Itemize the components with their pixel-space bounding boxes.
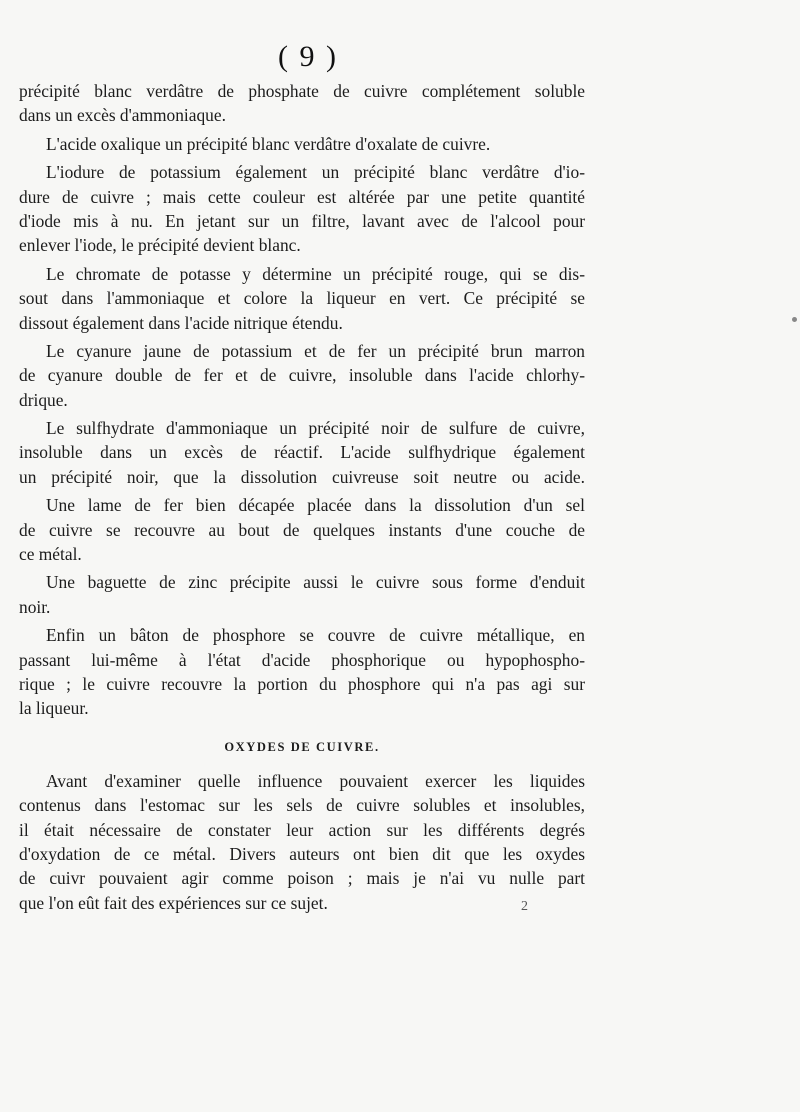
signature-mark: 2 bbox=[521, 899, 528, 914]
text-line: dans un excès d'ammoniaque. bbox=[19, 105, 226, 126]
section-heading: OXYDES DE CUIVRE. bbox=[224, 739, 380, 754]
text-line: d'oxydation de ce métal. Divers auteurs ont bien dit que les oxydes bbox=[19, 843, 585, 864]
text-line: Le chromate de potasse y détermine un précipité rouge, qui se dis- bbox=[46, 263, 585, 284]
text-line: la liqueur. bbox=[19, 698, 89, 719]
text-line: précipité blanc verdâtre de phosphate de cuivre complétement soluble bbox=[19, 81, 585, 101]
text-line: que l'on eût fait des expériences sur ce sujet. bbox=[19, 892, 328, 913]
text-line: noir. bbox=[19, 596, 51, 617]
text-line: contenus dans l'estomac sur les sels de cuivre solubles et insolubles, bbox=[19, 795, 585, 816]
text-line: L'acide oxalique un précipité blanc verdâtre d'oxalate de cuivre. bbox=[46, 133, 491, 154]
text-line: Une baguette de zinc précipite aussi le cuivre sous forme d'enduit bbox=[46, 572, 585, 593]
paragraph-block-oxides bbox=[19, 769, 585, 915]
text-line: sout dans l'ammoniaque et colore la liqueur en vert. Ce précipité se bbox=[19, 288, 585, 309]
text-line: rique ; le cuivre recouvre la portion du phosphore qui n'a pas agi sur bbox=[19, 673, 585, 694]
text-line: ce métal. bbox=[19, 544, 82, 565]
text-line: Avant d'examiner quelle influence pouvaient exercer les liquides bbox=[46, 770, 585, 791]
text-line: drique. bbox=[19, 389, 68, 410]
text-line: Le sulfhydrate d'ammoniaque un précipité noir de sulfure de cuivre, bbox=[46, 418, 585, 439]
margin-speck bbox=[792, 317, 797, 322]
text-line: il était nécessaire de constater leur action sur les différents degrés bbox=[19, 819, 585, 840]
text-line: de cyanure double de fer et de cuivre, insoluble dans l'acide chlorhy- bbox=[19, 365, 585, 386]
text-line: Une lame de fer bien décapée placée dans la dissolution d'un sel bbox=[46, 495, 585, 516]
body-text bbox=[19, 79, 585, 915]
text-line: Le cyanure jaune de potassium et de fer un précipité brun marron bbox=[46, 340, 585, 361]
text-line: Enfin un bâton de phosphore se couvre de cuivre métallique, en bbox=[46, 625, 585, 646]
text-line: dure de cuivre ; mais cette couleur est altérée par une petite quantité bbox=[19, 186, 585, 207]
page-number: ( 9 ) bbox=[278, 40, 338, 73]
text-line: insoluble dans un excès de réactif. L'acide sulfhydrique également bbox=[19, 442, 585, 463]
text-line: passant lui-même à l'état d'acide phosphorique ou hypophospho- bbox=[19, 649, 585, 670]
text-line: dissout également dans l'acide nitrique étendu. bbox=[19, 312, 343, 333]
text-line: d'iode mis à nu. En jetant sur un filtre, lavant avec de l'alcool pour bbox=[19, 210, 585, 231]
paragraph-block-reactions bbox=[19, 79, 585, 721]
text-line: de cuivr pouvaient agir comme poison ; mais je n'ai vu nulle part bbox=[19, 868, 585, 889]
text-line: L'iodure de potassium également un précipité blanc verdâtre d'io- bbox=[46, 162, 585, 183]
text-line: de cuivre se recouvre au bout de quelques instants d'une couche de bbox=[19, 519, 585, 540]
text-line: un précipité noir, que la dissolution cuivreuse soit neutre ou acide. bbox=[19, 466, 585, 487]
text-line: enlever l'iode, le précipité devient blanc. bbox=[19, 235, 301, 256]
